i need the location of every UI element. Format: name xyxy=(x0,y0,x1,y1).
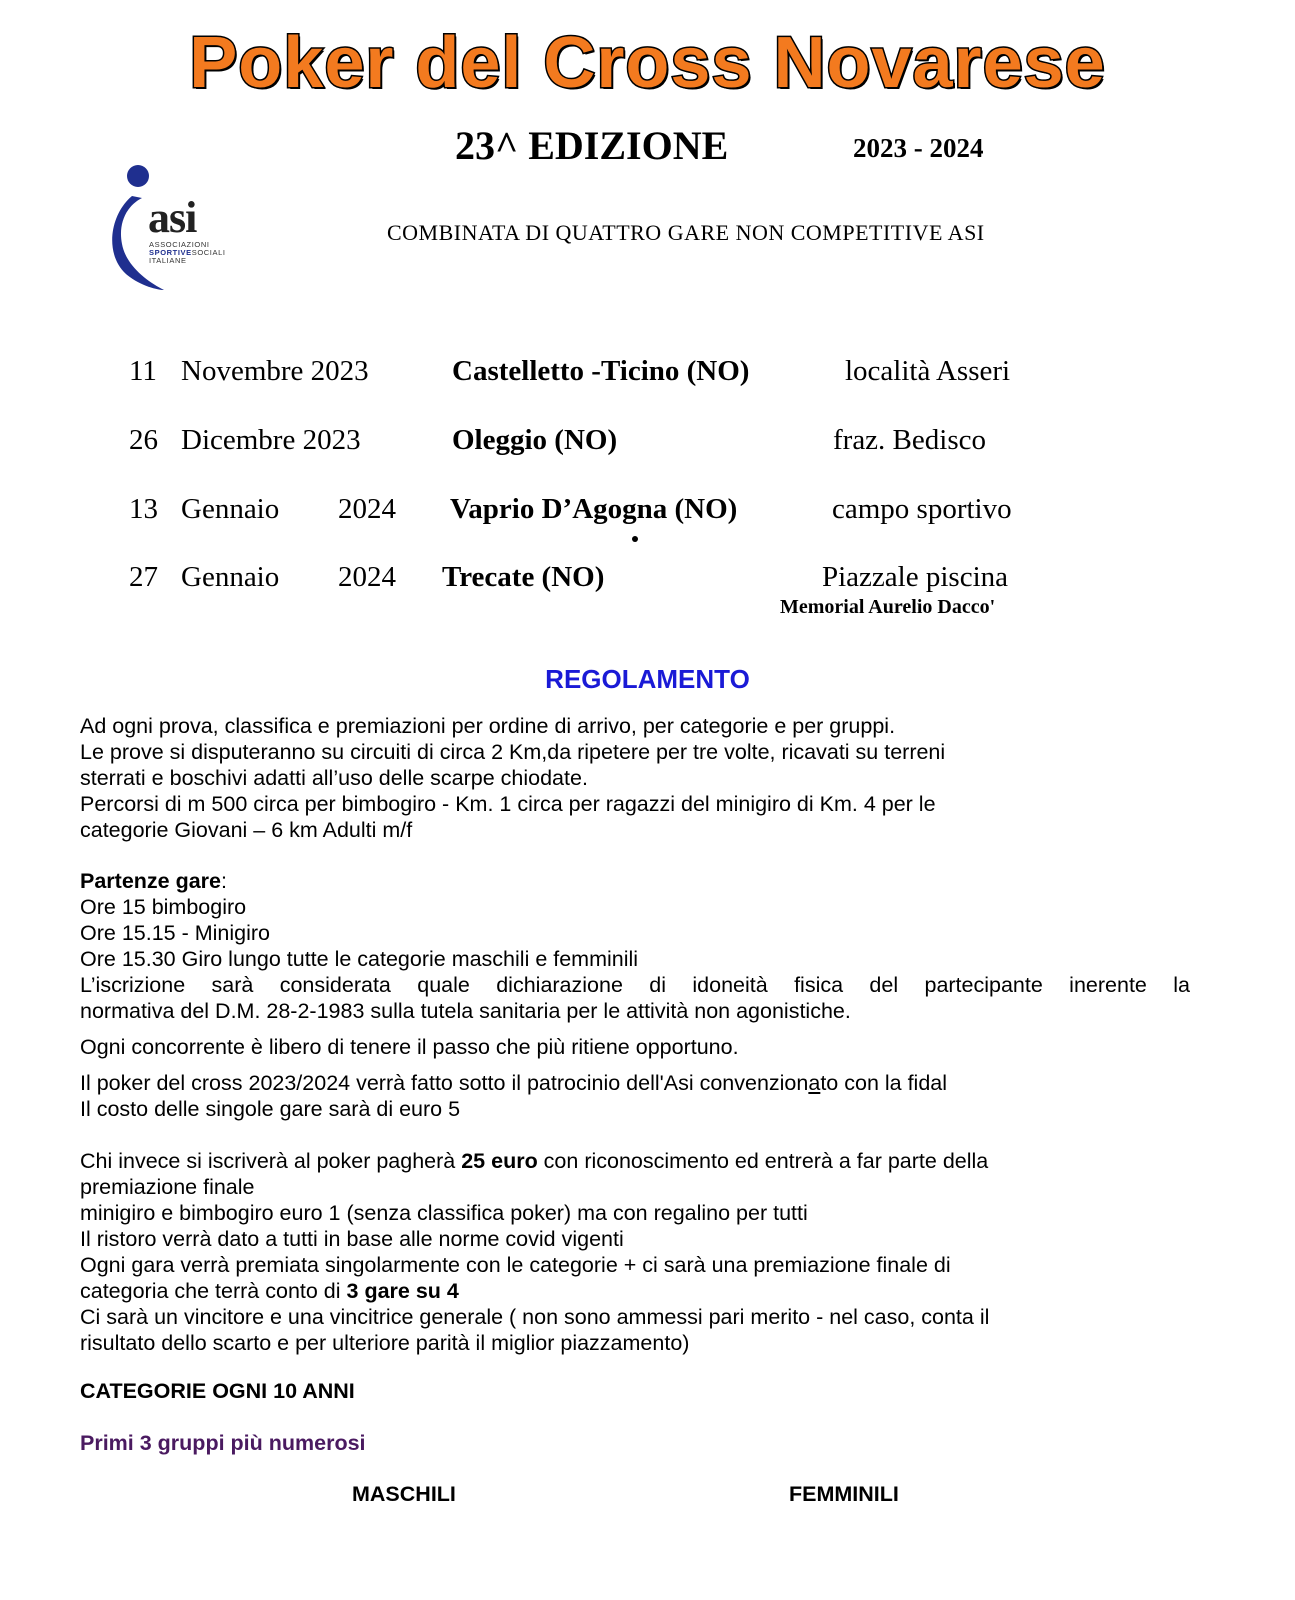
asi-logo xyxy=(108,162,228,297)
event-place: Trecate (NO) xyxy=(442,561,605,593)
iscrizione-poker-section: Chi invece si iscriverà al poker pagherà 25 euro con riconoscimento ed entrerà a far parte della premiazione finale minigiro e bimbogiro euro 1 (senza classifica poker) ma con regalino per tutti Il ristoro verrà dato a tutti in base alle norme covid vigenti Ogni gara verrà premiata singolarmente con le categorie + ci sarà una premiazione finale di categoria che terrà conto di 3 gare su 4 Ci sarà un vincitore e una vincitrice generale ( non sono ammessi pari merito - nel caso, conta il risultato dello scarto e per ulteriore parità il miglior piazzamento) xyxy=(80,1149,990,1355)
event-date: Novembre 2023 xyxy=(181,355,369,387)
event-place: Castelletto -Ticino (NO) xyxy=(452,355,750,387)
event-location: Piazzale piscina xyxy=(822,561,1008,593)
event-date: Gennaio xyxy=(181,561,280,593)
subtitle: COMBINATA DI QUATTRO GARE NON COMPETITIVE ASI xyxy=(387,220,985,245)
event-location: campo sportivo xyxy=(832,493,1012,525)
title-block xyxy=(0,22,1295,104)
event-place: Vaprio D’Agogna (NO) xyxy=(450,493,738,525)
page-title: Poker del Cross Novarese xyxy=(189,23,1106,103)
edition-label: 23^ EDIZIONE xyxy=(455,123,729,168)
regolamento-paragraph: Ad ogni prova, classifica e premiazioni per ordine di arrivo, per categorie e per gruppi. Le prove si disputeranno su circuiti di circa 2 Km,da ripetere per tre volte, ricavati su terreni sterrati e boschivi adatti all’uso delle scarpe chiodate. Percorsi di m 500 circa per bimbogiro - Km. 1 circa per ragazzi del minigiro di Km. 4 per le categorie Giovani – 6 km Adulti m/f xyxy=(80,714,946,842)
asi-logo-text: asi xyxy=(148,193,197,242)
partenze-label: Partenze gare xyxy=(80,869,222,893)
event-year: 2024 xyxy=(338,561,396,593)
patrocinio-section: Il poker del cross 2023/2024 verrà fatto sotto il patrocinio dell'Asi convenzionato con la fidal Il costo delle singole gare sarà di euro 5 xyxy=(80,1071,948,1121)
event-year: 2024 xyxy=(338,493,396,525)
regolamento-heading: REGOLAMENTO xyxy=(545,664,750,694)
event-date: Dicembre 2023 xyxy=(181,424,361,456)
event-location: fraz. Bedisco xyxy=(833,424,986,456)
partenze-section: Partenze gare: Ore 15 bimbogiro Ore 15.15 - Minigiro Ore 15.30 Giro lungo tutte le categorie maschili e femminili L’iscrizione sarà considerata quale dichiarazione di idoneità fisica del partecipante inerente la normativa del D.M. 28-2-1983 sulla tutela sanitaria per le attività non agonistiche. xyxy=(80,869,1190,1023)
event-place: Oleggio (NO) xyxy=(452,424,618,456)
event-location: località Asseri xyxy=(845,355,1011,387)
asi-logo-subtext: ASSOCIAZIONI SPORTIVESOCIALI ITALIANE xyxy=(149,240,226,265)
event-date: Gennaio xyxy=(181,493,280,525)
dot-mark xyxy=(632,536,638,542)
memorial-label: Memorial Aurelio Dacco' xyxy=(780,596,996,618)
years-label: 2023 - 2024 xyxy=(853,133,984,163)
femminili-heading: FEMMINILI xyxy=(789,1482,899,1506)
categorie-heading: CATEGORIE OGNI 10 ANNI xyxy=(80,1379,355,1403)
gruppi-heading: Primi 3 gruppi più numerosi xyxy=(80,1431,366,1455)
maschili-heading: MASCHILI xyxy=(352,1482,456,1506)
passo-text: Ogni concorrente è libero di tenere il passo che più ritiene opportuno. xyxy=(80,1035,739,1059)
